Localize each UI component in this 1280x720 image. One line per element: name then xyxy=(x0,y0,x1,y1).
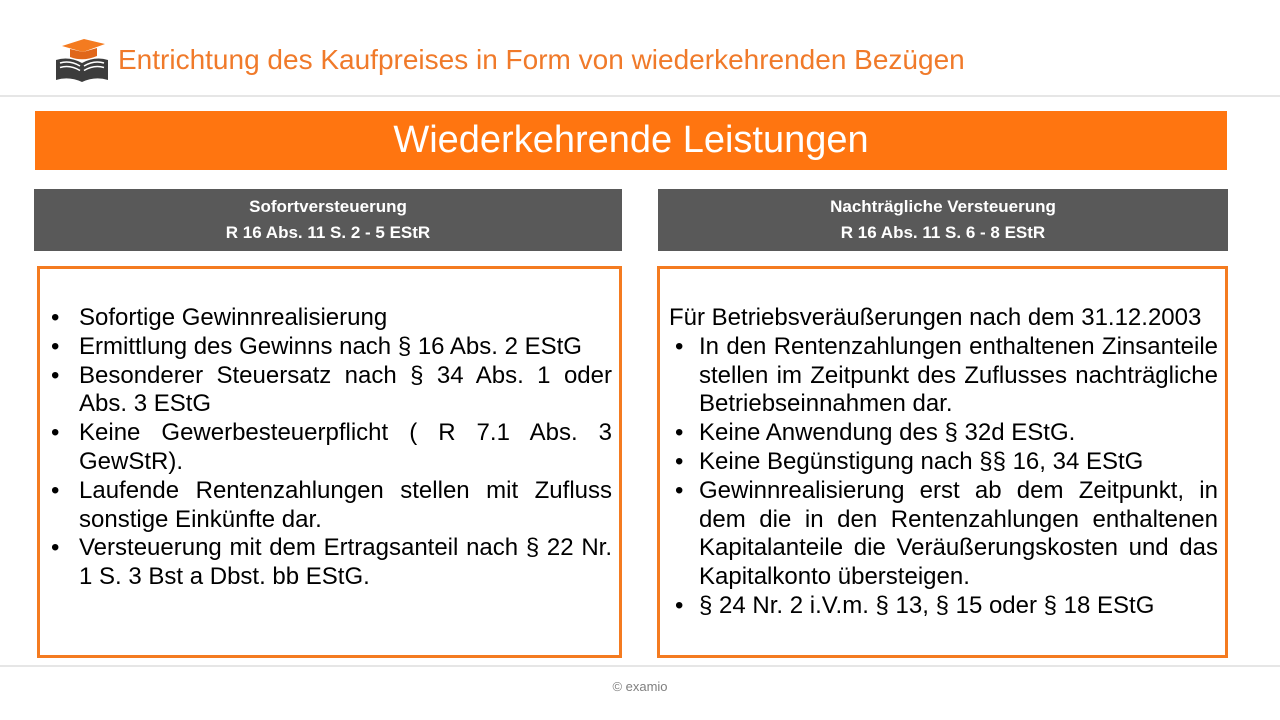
graduation-cap-book-icon xyxy=(55,37,109,83)
column-heading-title: Sofortversteuerung xyxy=(249,197,407,216)
footer-copyright: © examio xyxy=(612,679,668,694)
content-box-right xyxy=(657,266,1228,658)
list-item: • Gewinnrealisierung erst ab dem Zeitpunkt, in dem die in den Rentenzahlungen enthaltenen Kapitalanteile die Veräußerungskosten und das Kapitalkonto übersteigen. xyxy=(699,477,1218,592)
list-item: • Keine Anwendung des § 32d EStG. xyxy=(699,419,1218,448)
bullet-list xyxy=(49,304,612,592)
list-item: • Keine Begünstigung nach §§ 16, 34 EStG xyxy=(699,448,1218,477)
list-item: • Keine Gewerbesteuerpflicht ( R 7.1 Abs. 3 GewStR). xyxy=(79,419,612,477)
column-heading-right xyxy=(658,189,1228,251)
content-box-left xyxy=(37,266,622,658)
intro-text: Für Betriebsveräußerungen nach dem 31.12.2003 xyxy=(669,304,1202,331)
list-item: • Sofortige Gewinnrealisierung xyxy=(79,304,612,333)
column-heading-reference: R 16 Abs. 11 S. 2 - 5 EStR xyxy=(225,223,431,242)
list-item: • § 24 Nr. 2 i.V.m. § 13, § 15 oder § 18 EStG xyxy=(699,592,1218,621)
list-item: • In den Rentenzahlungen enthaltenen Zinsanteile stellen im Zeitpunkt des Zuflusses nachträgliche Betriebseinnahmen dar. xyxy=(699,333,1218,419)
list-item: • Ermittlung des Gewinns nach § 16 Abs. 2 EStG xyxy=(79,333,612,362)
list-item: • Laufende Rentenzahlungen stellen mit Zufluss sonstige Einkünfte dar. xyxy=(79,477,612,535)
list-item: • Besonderer Steuersatz nach § 34 Abs. 1 oder Abs. 3 EStG xyxy=(79,362,612,420)
header-divider xyxy=(0,95,1280,97)
column-heading-left xyxy=(34,189,622,251)
footer-divider xyxy=(0,665,1280,667)
section-banner: Wiederkehrende Leistungen xyxy=(35,111,1227,170)
list-item: • Versteuerung mit dem Ertragsanteil nach § 22 Nr. 1 S. 3 Bst a Dbst. bb EStG. xyxy=(79,534,612,592)
bullet-list xyxy=(669,333,1218,621)
column-heading-title: Nachträgliche Versteuerung xyxy=(830,197,1056,216)
page-title: Entrichtung des Kaufpreises in Form von wiederkehrenden Bezügen xyxy=(118,44,965,75)
column-heading-reference: R 16 Abs. 11 S. 6 - 8 EStR xyxy=(840,223,1046,242)
